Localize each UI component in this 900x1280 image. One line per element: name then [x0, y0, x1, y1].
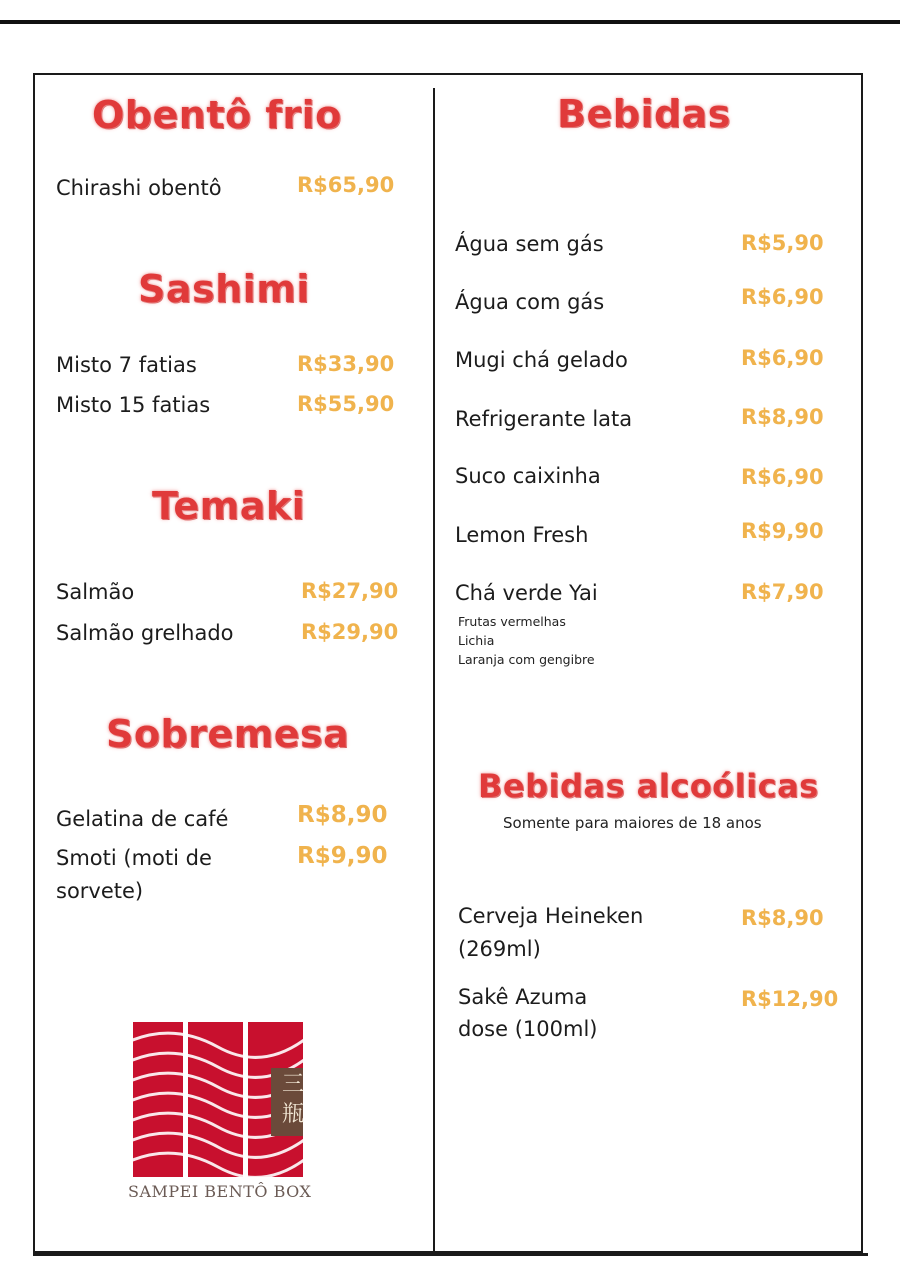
menu-item-price: R$8,90	[741, 906, 824, 930]
menu-item-price: R$6,90	[741, 346, 824, 370]
logo-kanji-2: 瓶	[281, 1102, 304, 1127]
top-rule	[0, 20, 900, 24]
section-title-temaki: Temaki	[152, 484, 306, 528]
menu-item-name: Salmão grelhado	[56, 621, 234, 645]
menu-item-price: R$27,90	[301, 579, 399, 603]
bottom-rule	[33, 1253, 868, 1256]
menu-item-name: Gelatina de café	[56, 807, 229, 831]
menu-item-name: Água com gás	[455, 290, 605, 314]
menu-item-name: Chirashi obentô	[56, 176, 222, 200]
tea-flavor: Frutas vermelhas	[458, 614, 566, 629]
menu-item-name: Misto 15 fatias	[56, 393, 211, 417]
menu-item-name-line1: Smoti (moti de	[56, 846, 212, 870]
section-title-sashimi: Sashimi	[138, 267, 310, 311]
menu-item-name: Lemon Fresh	[455, 523, 589, 547]
menu-item-price: R$7,90	[741, 580, 824, 604]
tea-flavor: Lichia	[458, 633, 495, 648]
menu-item-price: R$65,90	[297, 173, 395, 197]
menu-item-price: R$29,90	[301, 620, 399, 644]
menu-item-name-line1: Sakê Azuma	[458, 985, 588, 1009]
menu-item-price: R$12,90	[741, 987, 839, 1011]
menu-item-price: R$9,90	[297, 843, 388, 869]
menu-item-name-line2: (269ml)	[458, 937, 541, 961]
menu-item-name-line2: dose (100ml)	[458, 1017, 598, 1041]
logo-kanji	[275, 1070, 311, 1130]
menu-item-price: R$6,90	[741, 465, 824, 489]
menu-item-name: Suco caixinha	[455, 464, 601, 488]
section-title-bebidas: Bebidas	[557, 92, 731, 136]
menu-item-name: Chá verde Yai	[455, 581, 598, 605]
menu-item-name: Salmão	[56, 580, 135, 604]
logo-brand-name: SAMPEI BENTÔ BOX	[128, 1182, 312, 1201]
section-title-sobremesa: Sobremesa	[106, 712, 350, 756]
tea-flavor: Laranja com gengibre	[458, 652, 595, 667]
age-restriction-note: Somente para maiores de 18 anos	[503, 814, 762, 832]
menu-item-price: R$8,90	[297, 802, 388, 828]
menu-item-name: Refrigerante lata	[455, 407, 633, 431]
menu-item-price: R$6,90	[741, 285, 824, 309]
tea-flavor-list	[458, 612, 595, 669]
menu-item-name: Água sem gás	[455, 232, 604, 256]
menu-item-name: Mugi chá gelado	[455, 348, 628, 372]
menu-item-name-line1: Cerveja Heineken	[458, 904, 644, 928]
menu-item-name-line2: sorvete)	[56, 879, 144, 903]
menu-item-price: R$55,90	[297, 392, 395, 416]
logo-kanji-1: 三	[281, 1072, 304, 1097]
menu-item-price: R$8,90	[741, 405, 824, 429]
menu-item-price: R$33,90	[297, 352, 395, 376]
section-title-bebidas-alcoolicas: Bebidas alcoólicas	[478, 767, 819, 805]
menu-item-price: R$5,90	[741, 231, 824, 255]
section-title-obento-frio: Obentô frio	[92, 93, 342, 137]
column-divider	[433, 88, 435, 1253]
menu-item-price: R$9,90	[741, 519, 824, 543]
menu-item-name: Misto 7 fatias	[56, 353, 197, 377]
